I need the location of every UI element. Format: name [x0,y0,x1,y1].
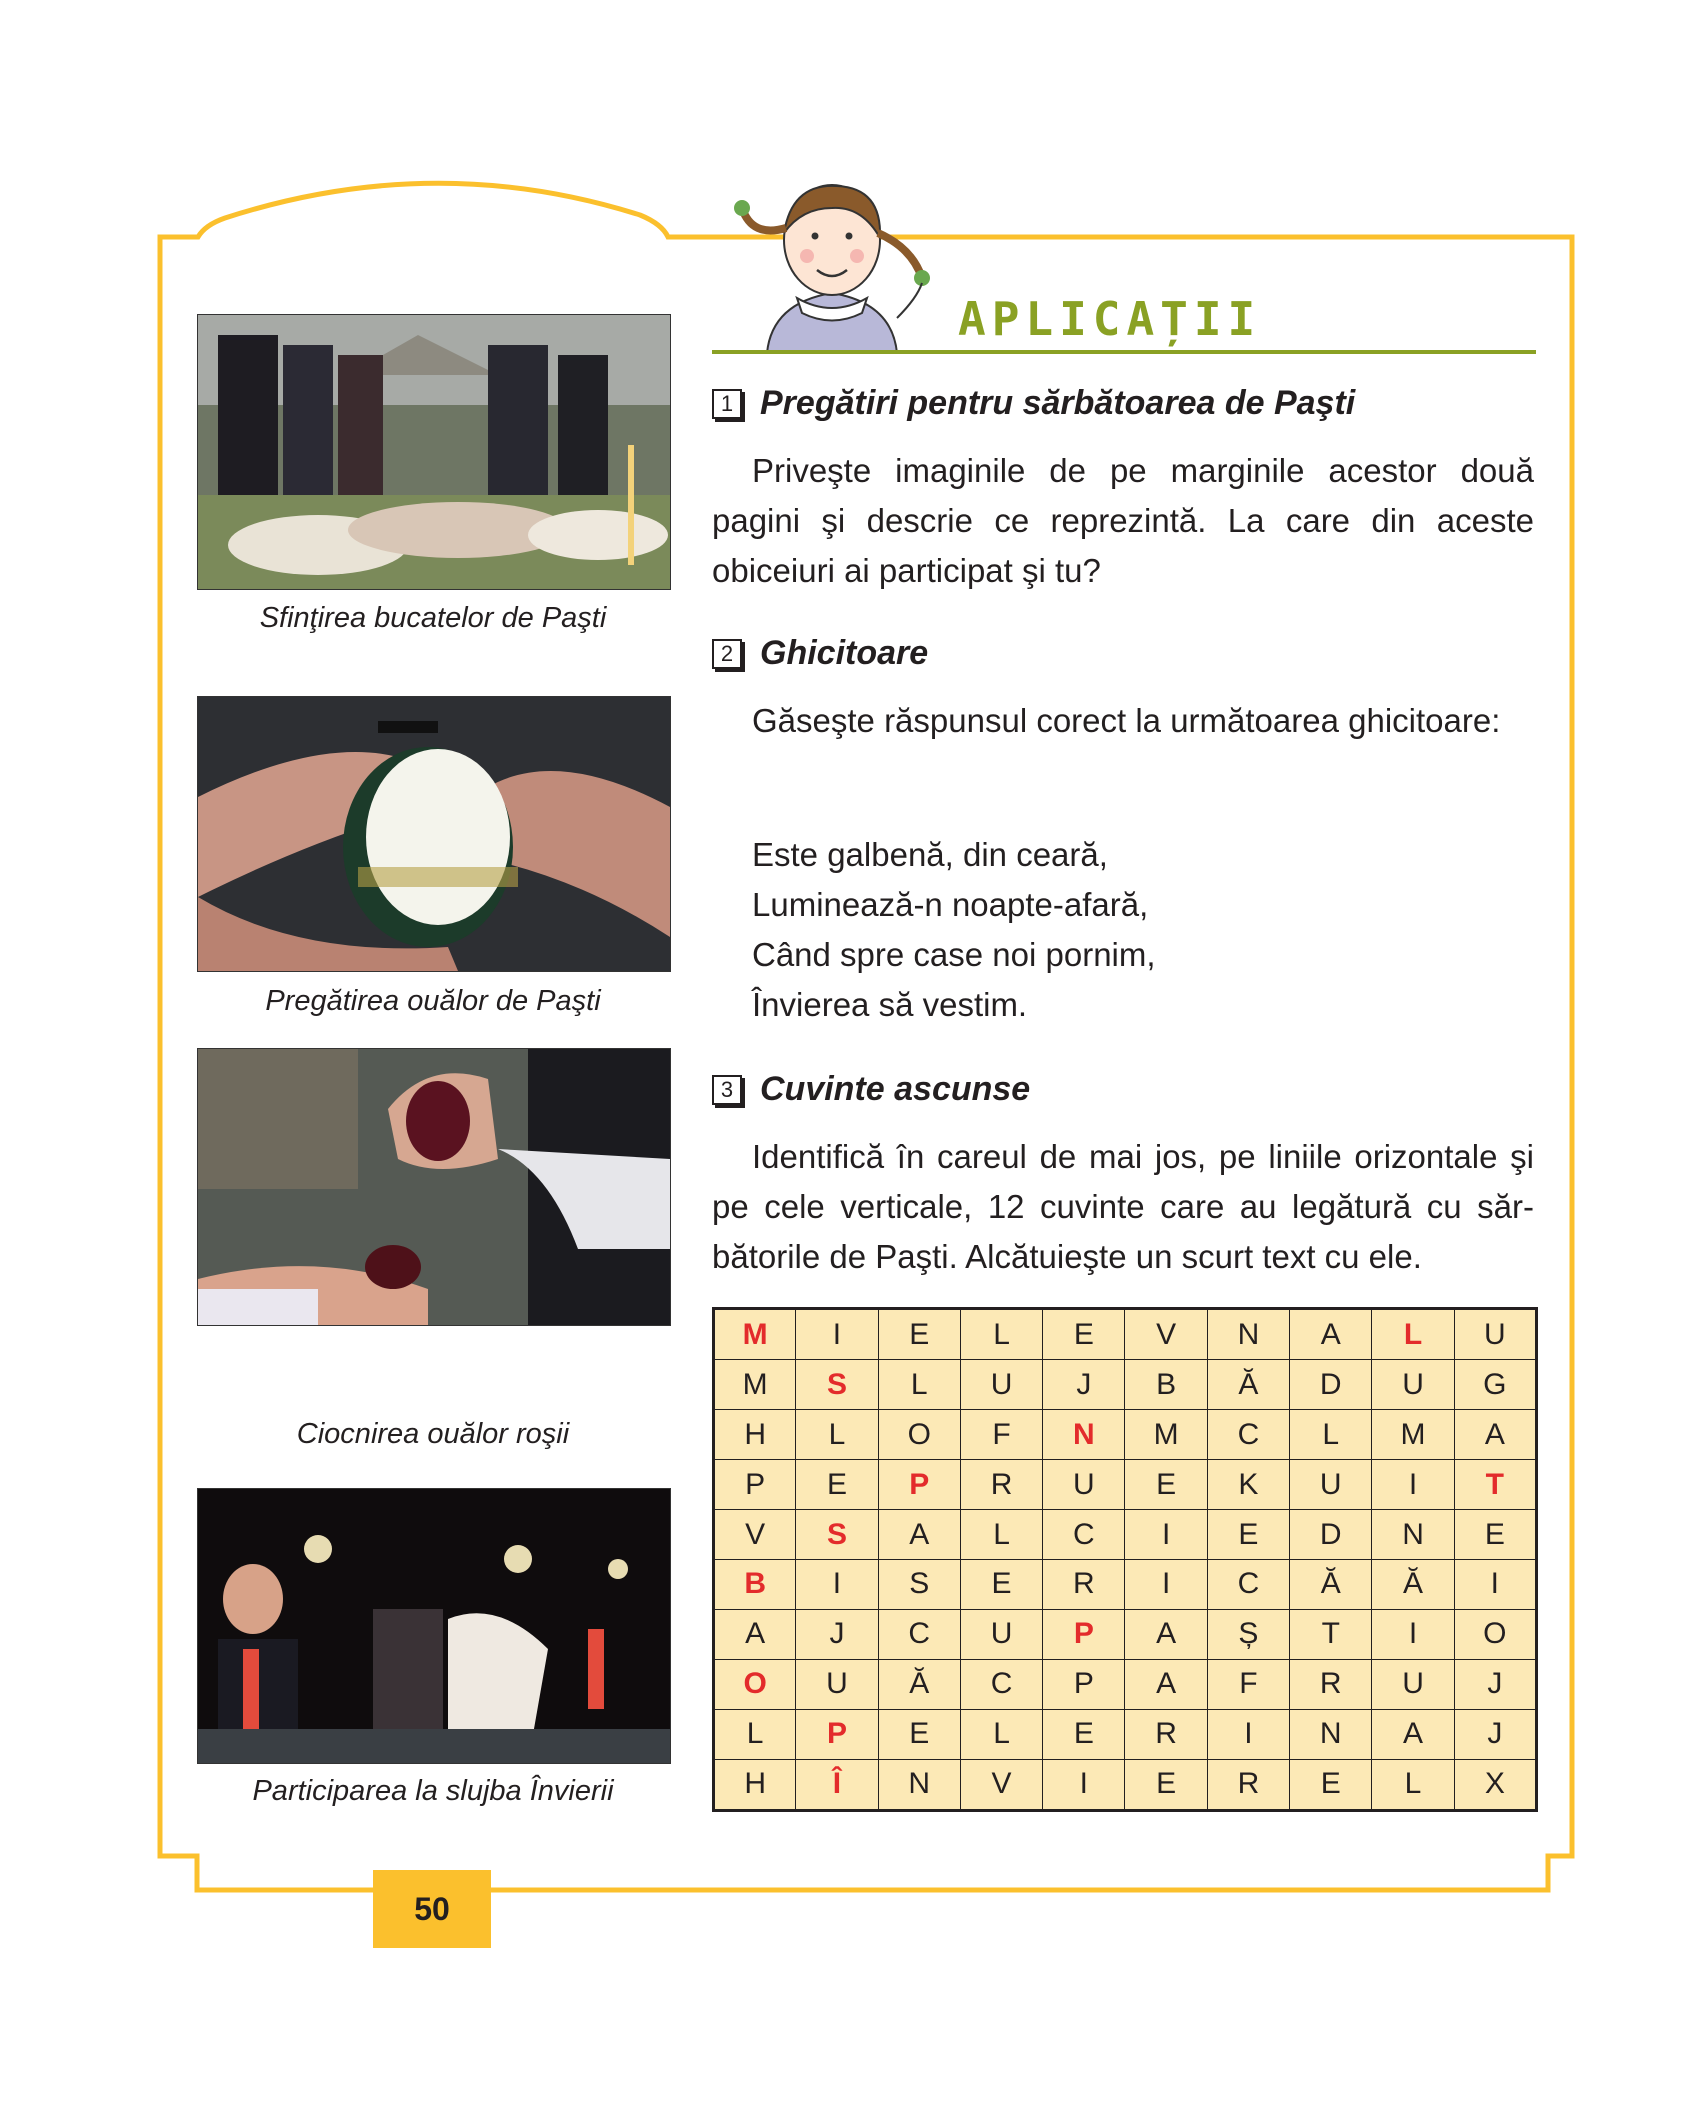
grid-cell: E [960,1559,1042,1609]
grid-cell: H [714,1410,796,1460]
grid-cell: U [960,1609,1042,1659]
grid-cell: I [1372,1609,1454,1659]
grid-cell: N [1372,1510,1454,1560]
grid-cell: C [1207,1410,1289,1460]
grid-cell: D [1290,1360,1372,1410]
grid-cell: J [1043,1360,1125,1410]
grid-cell: C [960,1659,1042,1709]
grid-cell: L [960,1709,1042,1759]
grid-cell: E [1043,1309,1125,1360]
grid-cell: J [796,1609,878,1659]
grid-cell: L [1290,1410,1372,1460]
grid-cell: C [1043,1510,1125,1560]
section-text: Identifică în careul de mai jos, pe liniile orizontale şi pe cele verticale, 12 cuvinte care au legătură cu sărbătorile de Paşti. Alcătuieşte un scurt text cu ele. [712,1138,1534,1275]
grid-cell: R [1125,1709,1207,1759]
grid-cell: X [1454,1759,1536,1810]
grid-cell: E [1043,1709,1125,1759]
grid-cell: U [1372,1360,1454,1410]
photo-caption: Pregătirea ouălor de Paşti [265,985,601,1017]
section-number: 1 [712,389,742,419]
grid-cell: Ă [1372,1559,1454,1609]
section-number: 3 [712,1075,742,1105]
grid-cell: T [1290,1609,1372,1659]
grid-cell: E [878,1709,960,1759]
grid-row [714,1510,1537,1560]
grid-cell: V [960,1759,1042,1810]
grid-row [714,1659,1537,1709]
grid-cell: Î [796,1759,878,1810]
grid-cell: L [960,1309,1042,1360]
grid-cell: J [1454,1659,1536,1709]
grid-row [714,1759,1537,1810]
grid-cell: I [796,1309,878,1360]
grid-cell: L [714,1709,796,1759]
riddle-line: Învierea să vestim. [752,986,1028,1023]
grid-cell: P [878,1460,960,1510]
grid-cell: B [714,1559,796,1609]
grid-cell: E [796,1460,878,1510]
grid-cell: S [796,1510,878,1560]
grid-cell: S [796,1360,878,1410]
grid-row [714,1360,1537,1410]
grid-cell: Ă [1290,1559,1372,1609]
grid-cell: A [1454,1410,1536,1460]
grid-cell: I [1043,1759,1125,1810]
grid-cell: A [1125,1659,1207,1709]
photo-caption: Participarea la slujba Învierii [252,1775,614,1807]
section-heading [712,1070,1030,1109]
girl-illustration [712,178,952,353]
grid-cell: N [1207,1309,1289,1360]
grid-cell: E [1454,1510,1536,1560]
grid-row [714,1609,1537,1659]
grid-cell: A [1372,1709,1454,1759]
grid-cell: E [1125,1759,1207,1810]
grid-cell: V [1125,1309,1207,1360]
grid-cell: M [1125,1410,1207,1460]
grid-cell: E [1125,1460,1207,1510]
grid-cell: A [878,1510,960,1560]
grid-cell: U [1043,1460,1125,1510]
section-heading [712,384,1355,423]
grid-cell: E [878,1309,960,1360]
word-search-grid [712,1307,1538,1812]
section-text: Priveşte imaginile de pe marginile acestor două pagini şi descrie ce reprezintă. La care din aceste obiceiuri ai participat şi tu? [712,452,1534,589]
grid-cell: P [714,1460,796,1510]
section-title: Cuvinte ascunse [760,1070,1031,1108]
grid-cell: Ă [1207,1360,1289,1410]
grid-row [714,1410,1537,1460]
grid-cell: M [1372,1410,1454,1460]
grid-cell: S [878,1559,960,1609]
grid-cell: N [1043,1410,1125,1460]
grid-row [714,1709,1537,1759]
grid-cell: N [878,1759,960,1810]
grid-cell: L [1372,1309,1454,1360]
grid-cell: H [714,1759,796,1810]
grid-cell: I [796,1559,878,1609]
grid-cell: M [714,1360,796,1410]
section-title: Ghicitoare [760,634,929,672]
grid-cell: R [960,1460,1042,1510]
grid-cell: I [1125,1510,1207,1560]
grid-cell: A [1290,1309,1372,1360]
grid-cell: V [714,1510,796,1560]
section-text: Găseşte răspunsul corect la următoarea ghicitoare: [752,702,1501,739]
grid-cell: I [1125,1559,1207,1609]
grid-cell: E [1290,1759,1372,1810]
riddle-verse [752,830,1156,1030]
grid-cell: E [1207,1510,1289,1560]
photo-egg-tapping [197,1048,671,1326]
title-underline [712,350,1536,354]
grid-cell: I [1372,1460,1454,1510]
grid-cell: U [1372,1659,1454,1709]
grid-cell: I [1207,1709,1289,1759]
grid-cell: M [714,1309,796,1360]
grid-cell: G [1454,1360,1536,1410]
grid-cell: B [1125,1360,1207,1410]
grid-cell: J [1454,1709,1536,1759]
page-title: APLICAȚII [958,292,1262,346]
page-number: 50 [373,1870,491,1948]
section-title: Pregătiri pentru sărbătoarea de Paşti [760,384,1356,422]
grid-cell: R [1290,1659,1372,1709]
grid-cell: L [796,1410,878,1460]
grid-cell: P [796,1709,878,1759]
grid-cell: D [1290,1510,1372,1560]
grid-cell: T [1454,1460,1536,1510]
grid-cell: Ș [1207,1609,1289,1659]
grid-cell: I [1454,1559,1536,1609]
grid-row [714,1460,1537,1510]
grid-cell: P [1043,1609,1125,1659]
grid-cell: Ă [878,1659,960,1709]
grid-cell: C [1207,1559,1289,1609]
grid-cell: A [714,1609,796,1659]
section-heading [712,634,928,673]
grid-cell: O [878,1410,960,1460]
grid-cell: N [1290,1709,1372,1759]
grid-cell: L [878,1360,960,1410]
grid-cell: A [1125,1609,1207,1659]
grid-cell: R [1207,1759,1289,1810]
photo-blessing-food [197,314,671,590]
grid-cell: F [1207,1659,1289,1709]
grid-cell: U [796,1659,878,1709]
photo-resurrection-service [197,1488,671,1764]
grid-cell: L [1372,1759,1454,1810]
grid-row [714,1559,1537,1609]
grid-cell: U [1454,1309,1536,1360]
grid-cell: U [1290,1460,1372,1510]
grid-cell: F [960,1410,1042,1460]
photo-caption: Sfinţirea bucatelor de Paşti [259,602,607,634]
grid-cell: O [714,1659,796,1709]
riddle-line: Când spre case noi pornim, [752,936,1156,973]
grid-cell: R [1043,1559,1125,1609]
grid-cell: U [960,1360,1042,1410]
riddle-line: Luminează-n noapte-afară, [752,886,1149,923]
photo-painting-eggs [197,696,671,972]
section-number: 2 [712,639,742,669]
grid-cell: O [1454,1609,1536,1659]
grid-cell: C [878,1609,960,1659]
grid-cell: K [1207,1460,1289,1510]
riddle-line: Este galbenă, din ceară, [752,836,1108,873]
grid-cell: L [960,1510,1042,1560]
photo-caption: Ciocnirea ouălor roşii [296,1418,570,1450]
grid-cell: P [1043,1659,1125,1709]
grid-row [714,1309,1537,1360]
